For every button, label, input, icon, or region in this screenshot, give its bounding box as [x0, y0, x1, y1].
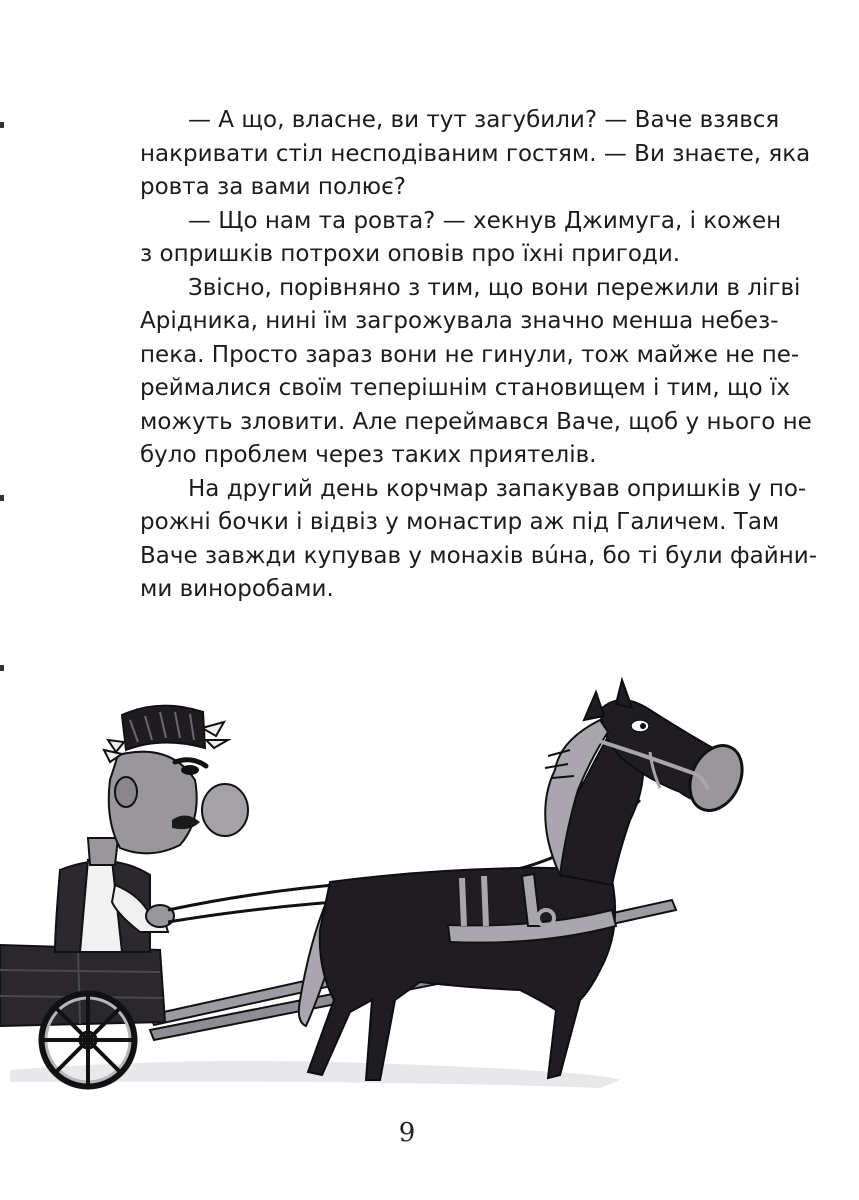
body-text: [92, 104, 817, 607]
text-line: пека. Просто зараз вони не гинули, тож майже не пе-: [140, 341, 800, 368]
text-line: На другий день корчмар запакував опришків у по-: [188, 475, 807, 502]
text-line: реймалися своїм теперішнім становищем і тим, що їх: [140, 375, 791, 401]
paragraph: [92, 205, 782, 272]
text-line: ми винoробами.: [140, 576, 334, 602]
text-line: Ваче завжди купував у монахів вúна, бо ті були файни-: [140, 542, 817, 569]
text-line: Звісно, порівняно з тим, що вони пережили в лігві: [188, 274, 801, 301]
paragraph: [92, 272, 812, 473]
paragraph: [92, 104, 811, 205]
text-line: Арідника, нині їм загрожувала значно менша небез-: [140, 308, 779, 334]
scan-edge-mark: [0, 122, 4, 128]
text-line: ровта за вами полює?: [140, 174, 406, 200]
scan-edge-mark: [0, 495, 4, 501]
text-line: можуть зловити. Але переймався Ваче, щоб у нього не: [140, 408, 812, 435]
cart: [0, 945, 165, 1026]
text-line: з опришків потрохи оповів про їхні пригоди.: [140, 241, 681, 267]
cart-wheel: [42, 994, 134, 1086]
text-line: накривати стіл несподіваним гостям. — Ви знаєте, яка: [140, 140, 811, 167]
text-line: — А що, власне, ви тут загубили? — Ваче взявся: [188, 107, 780, 133]
page-number: 9: [398, 1118, 416, 1148]
text-line: було проблем через таких приятелів.: [140, 442, 597, 468]
text-line: — Що нам та ровта? — хекнув Джимуга, і кожен: [188, 207, 782, 234]
horse-cart-illustration: [0, 670, 859, 1120]
paragraph: [92, 473, 817, 607]
text-line: рожні бочки і відвіз у монастир аж під Галичем. Там: [140, 509, 780, 535]
